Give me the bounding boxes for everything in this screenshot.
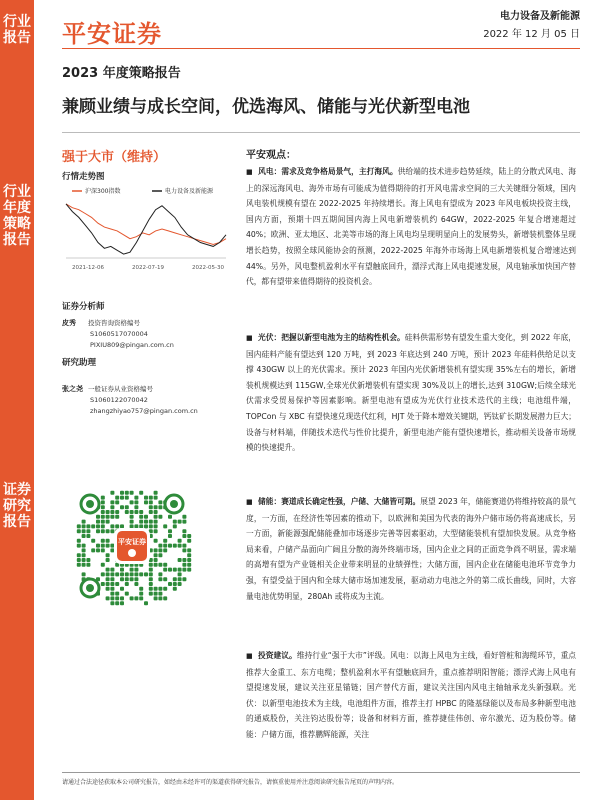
series-line	[66, 204, 226, 254]
analyst-email: PIXIU809@pingan.com.cn	[90, 341, 174, 349]
analyst-name: 张之尧	[62, 385, 83, 393]
title-divider	[62, 132, 580, 133]
analyst-line: S1060122070042	[90, 396, 148, 404]
paragraph-text: 供给端的技术进步趋势延续，陆上的分散式风电、海上的深远海风电、海外市场有可能成为值得期待的打开风电需求空间的三大关键细分领域，国内风电装机规模有望在 2022-2025 年持续增长。海上风电有望成为 2023 年风电板块投资主线，国内方面，预期十四五期间国内海上风电新增装机约 64GW，2022-2025 年复合增速超过 40%；欧洲、亚太地区、北美等市场的海上风电均呈现明显向上的发展势头，新增装机整体呈现增长趋势，按照全球风能协会的预测，2022-2025 年海外市场海上风电新增装机复合增速达到 44%。另外，风电整机盈利水平有望触底回升，漂浮式海上风电提速发展，风电轴承加快国产替代，都有望带来值得期待的投资机会。	[246, 167, 576, 287]
analyst-line: S1060517070004	[90, 330, 148, 338]
sidebar-label-top: 行业报告	[3, 14, 31, 46]
viewpoint-solar	[246, 330, 576, 456]
analyst-email: zhangzhiyao757@pingan.com.cn	[90, 407, 198, 415]
sidebar-band	[0, 0, 34, 800]
analyst-line: 一般证券从业资格编号	[88, 385, 153, 393]
sector-label: 电力设备及新能源	[500, 11, 580, 22]
qr-logo-text: 平安证券	[118, 538, 146, 546]
rating-label: 强于大市（维持）	[62, 150, 167, 165]
report-date: 2022 年 12 月 05 日	[483, 29, 580, 40]
x-tick-label: 2021-12-06	[72, 265, 104, 271]
square-bullet-icon: ■	[246, 652, 253, 660]
header-divider	[62, 48, 580, 49]
x-tick-label: 2022-07-19	[132, 265, 164, 271]
square-bullet-icon: ■	[246, 498, 253, 506]
qr-code[interactable]	[68, 482, 196, 610]
paragraph-lead: 光伏：把握以新型电池为主的结构性机会。	[258, 333, 405, 342]
report-type: 2023 年度策略报告	[62, 66, 181, 81]
page-title: 兼顾业绩与成长空间，优选海风、储能与光伏新型电池	[62, 97, 470, 117]
analyst-line: 投资咨询资格编号	[88, 319, 140, 327]
paragraph-text: 展望 2023 年，储能赛道仍将维持较高的景气度，一方面，在经济性等因素的推动下，以欧洲和美国为代表的海外户储市场仍将高速成长，另一方面，新能源强配储能叠加市场逐步完善等因素驱动，大型储能装机有望加快发展。从竞争格局来看，户储产品面向广阔且分散的海外终端市场，国内企业之间的正面竞争尚不明显，需求端的高增有望为产业链相关企业带来明显的业绩弹性；大储方面，国内企业在储能电池环节竞争力强，有望受益于国内和全球大储市场加速发展，驱动动力电池之外的第二成长曲线，同时，大容量电池优势明显，280Ah 或将成为主流。	[246, 497, 576, 601]
viewpoint-wind	[246, 164, 576, 290]
sidebar-label-bottom: 证券研究报告	[3, 482, 31, 530]
paragraph-lead: 储能：赛道成长确定性强，户储、大储皆可期。	[258, 497, 421, 506]
square-bullet-icon: ■	[246, 168, 253, 176]
legend-label: 沪深300指数	[85, 188, 121, 195]
analyst-block-2	[62, 384, 198, 417]
paragraph-text: 维持行业“强于大市”评级。风电：以海上风电为主线，看好管桩和海缆环节，重点推荐大金重工、东方电缆；整机盈利水平有望触底回升，重点推荐明阳智能；漂浮式海上风电有望提速发展，建议关注亚星锚链；国产替代方面，建议关注国内风电主轴轴承龙头新强联。光伏：以新型电池技术为主线，电池组件方面，推荐主打 HPBC 的隆基绿能以及布局多种新型电池的通威股份，关注钧达股份等；设备和材料方面，推荐捷佳伟创、帝尔激光、迈为股份等。储能：户储方面，推荐鹏辉能源，关注	[246, 651, 576, 739]
paragraph-lead: 风电：需求及竞争格局景气，主打海风。	[258, 167, 398, 176]
market-trend-chart	[62, 184, 230, 272]
analyst-block-1	[62, 318, 174, 351]
analyst-heading: 证券分析师	[62, 302, 105, 312]
x-tick-label: 2022-05-30	[192, 265, 224, 271]
sidebar-label-middle: 行业年度策略报告	[3, 184, 31, 248]
chart-title: 行情走势图	[62, 172, 105, 182]
legend-label: 电力设备及新能源	[165, 188, 214, 195]
brand-logo: 平安证券	[62, 20, 162, 48]
paragraph-lead: 投资建议。	[258, 651, 297, 660]
viewpoint-storage	[246, 494, 576, 604]
viewpoint-investment	[246, 648, 576, 760]
footer-disclaimer: 请通过合法途径获取本公司研究报告，如经由未经许可的渠道获得研究报告，请慎重使用并注意阅读研究报告尾页的声明内容。	[62, 772, 580, 786]
viewpoint-heading: 平安观点：	[246, 150, 296, 161]
research-assistant-heading: 研究助理	[62, 358, 97, 368]
header-meta	[483, 8, 580, 44]
analyst-name: 皮秀	[62, 319, 76, 327]
paragraph-text: 硅料供需形势有望发生重大变化，到 2022 年底，国内硅料产能有望达到 120 万吨，到 2023 年底达到 240 万吨，预计 2023 年硅料供给足以支撑 430GW 以上的光伏需求。预计 2023 年国内光伏新增装机有望实现 35%左右的增长，新增装机规模达到 115GW,全球光伏新增装机有望实现 30%及以上的增长,达到 310GW;后续全球光伏需求受贸易保护等因素影响。新型电池有望成为光伏行业技术迭代的主线；电池组件端，TOPCon 与 XBC 有望快速兑现迭代红利，HJT 处于降本增效关键期，钙钛矿长期发展潜力巨大；设备与材料端，伴随技术迭代与性价比提升，新型电池产能有望快速增长，推动相关设备市场规模的快速提升。	[246, 333, 576, 453]
square-bullet-icon: ■	[246, 334, 253, 342]
